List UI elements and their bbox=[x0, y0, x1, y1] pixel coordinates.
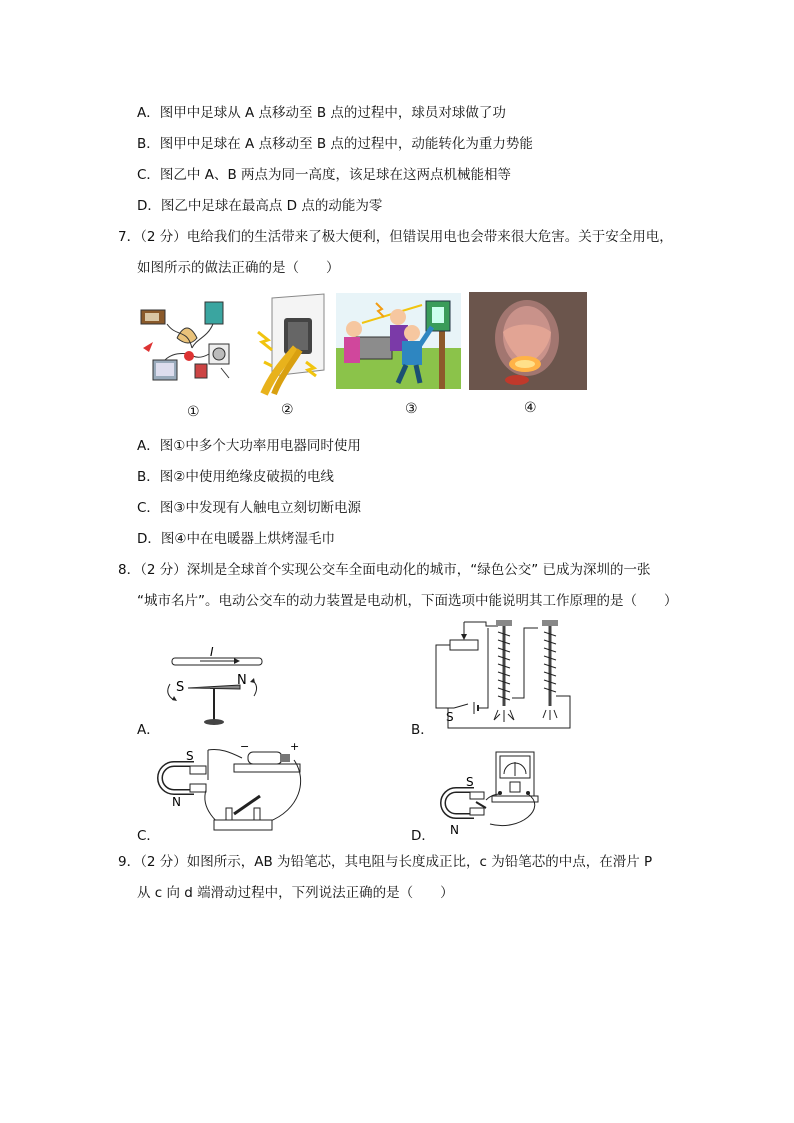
q7-figure-label-4: ④ bbox=[524, 400, 537, 416]
q6-option-a: A．图甲中足球从 A 点移动至 B 点的过程中，球员对球做了功 bbox=[137, 105, 506, 121]
q8-option-c: C． bbox=[137, 828, 160, 844]
d-north-label: N bbox=[450, 823, 459, 837]
south-pole-label: S bbox=[176, 680, 185, 695]
q8-diagram-d-generator bbox=[430, 748, 550, 838]
q6-option-b: B．图甲中足球在 A 点移动至 B 点的过程中，动能转化为重力势能 bbox=[137, 136, 533, 152]
q7-figure-4-heater-towel bbox=[469, 292, 587, 390]
q7-figure-label-1: ① bbox=[187, 404, 200, 420]
minus-terminal: − bbox=[240, 740, 250, 753]
current-label: I bbox=[210, 645, 214, 659]
q9-stem-cont: 从 c 向 d 端滑动过程中，下列说法正确的是（ ） bbox=[137, 885, 454, 901]
q7-stem: 7．（2 分）电给我们的生活带来了极大便利，但错误用电也会带来很大危害。关于安全用电， bbox=[118, 229, 673, 245]
c-north-label: N bbox=[172, 795, 181, 809]
q8-option-d: D． bbox=[411, 828, 435, 844]
q7-option-c: C．图③中发现有人触电立刻切断电源 bbox=[137, 500, 362, 516]
q7-option-a: A．图①中多个大功率用电器同时使用 bbox=[137, 438, 361, 454]
c-south-label: S bbox=[186, 749, 194, 763]
q7-stem-cont: 如图所示的做法正确的是（ ） bbox=[137, 260, 340, 276]
q8-diagram-a-oersted bbox=[150, 638, 275, 734]
q8-stem: 8．（2 分）深圳是全球首个实现公交车全面电动化的城市，“绿色公交” 已成为深圳的一张 bbox=[118, 562, 651, 578]
d-south-label: S bbox=[466, 775, 474, 789]
north-pole-label: N bbox=[237, 673, 247, 688]
q7-figure-3-cut-power bbox=[336, 293, 461, 389]
q7-option-b: B．图②中使用绝缘皮破损的电线 bbox=[137, 469, 334, 485]
q8-option-b: B． bbox=[411, 722, 434, 738]
q8-diagram-b-electromagnets bbox=[428, 618, 578, 730]
q7-option-d: D．图④中在电暖器上烘烤湿毛巾 bbox=[137, 531, 335, 547]
q7-figure-2-damaged-wire bbox=[244, 292, 328, 396]
q7-figure-label-2: ② bbox=[281, 402, 294, 418]
q8-option-a: A． bbox=[137, 722, 160, 738]
switch-label: S bbox=[446, 710, 454, 724]
q7-figure-label-3: ③ bbox=[405, 401, 418, 417]
q6-option-d: D．图乙中足球在最高点 D 点的动能为零 bbox=[137, 198, 383, 214]
q9-stem: 9．（2 分）如图所示，AB 为铅笔芯，其电阻与长度成正比，c 为铅笔芯的中点，在滑片 P bbox=[118, 854, 653, 870]
q8-stem-cont: “城市名片”。电动公交车的动力装置是电动机，下面选项中能说明其工作原理的是（ ） bbox=[137, 593, 678, 609]
q8-diagram-c-motor bbox=[150, 740, 310, 836]
q6-option-c: C．图乙中 A、B 两点为同一高度，该足球在这两点机械能相等 bbox=[137, 167, 512, 183]
q7-figure-1-overloaded-socket bbox=[137, 298, 237, 390]
plus-terminal: + bbox=[290, 740, 300, 753]
